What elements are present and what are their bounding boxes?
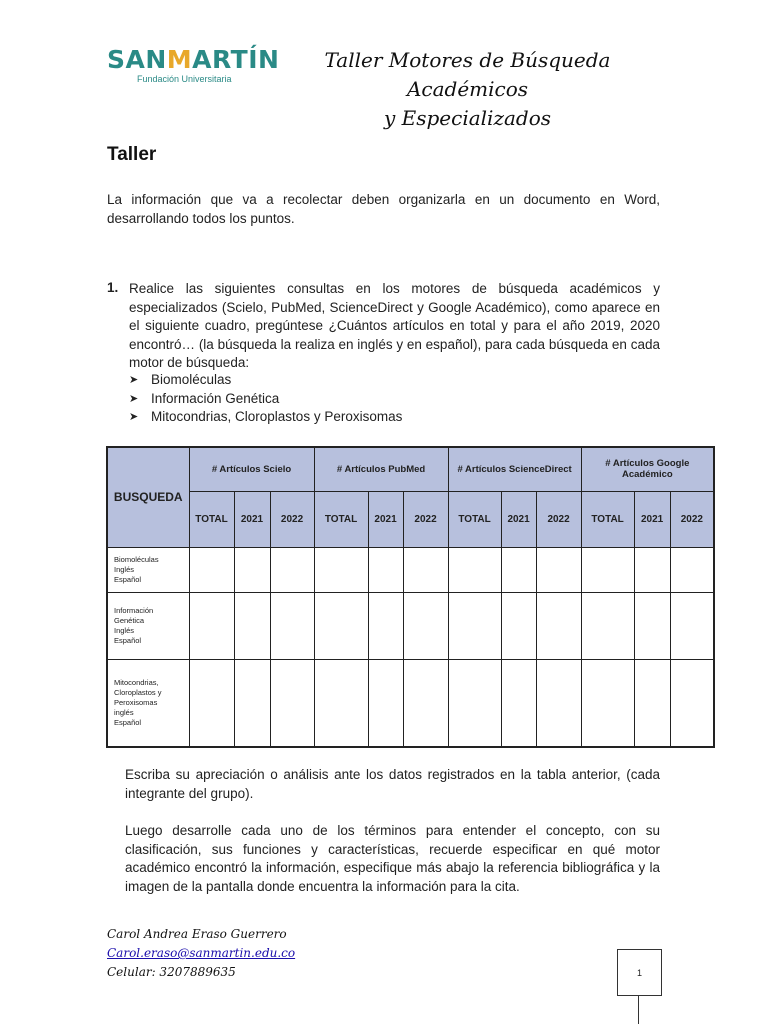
subcol-2022: 2022 <box>270 491 314 547</box>
subcol-2021: 2021 <box>234 491 270 547</box>
table-cell <box>368 547 403 592</box>
footer-contact <box>107 925 295 982</box>
table-cell <box>314 547 368 592</box>
table-cell <box>448 547 501 592</box>
group-header-pubmed: # Artículos PubMed <box>314 447 448 491</box>
table-cell <box>670 547 714 592</box>
table-cell <box>448 592 501 659</box>
analysis-paragraph: Escriba su apreciación o análisis ante los datos registrados en la tabla anterior, (cada integrante del grupo). <box>125 767 660 801</box>
table-cell <box>536 659 581 747</box>
subcol-2022: 2022 <box>536 491 581 547</box>
section-title: Taller <box>107 144 157 165</box>
group-header-google: # Artículos Google Académico <box>581 447 714 491</box>
subcol-2021: 2021 <box>634 491 670 547</box>
subcol-total: TOTAL <box>581 491 634 547</box>
table-row <box>107 659 714 747</box>
table-cell <box>234 659 270 747</box>
phone-number: Celular: 3207889635 <box>107 965 236 979</box>
terms-paragraph: Luego desarrolle cada uno de los términos para entender el concepto, con su clasificación, sus funciones y características, recuerde especificar en qué motor académico encontró la información, especifique más abajo la referencia bibliográfica y la imagen de la pantalla donde encuentra la información para la cita. <box>125 823 660 894</box>
table-cell <box>501 659 536 747</box>
group-header-sciencedirect: # Artículos ScienceDirect <box>448 447 581 491</box>
table-cell <box>670 592 714 659</box>
question-text: Realice las siguientes consultas en los motores de búsqueda académicos y especializados (Scielo, PubMed, ScienceDirect y Google Académico), como aparece en el siguiente cuadro, pregúntese ¿Cuántos artículos en total y para el año 2019, 2020 encontró… (la búsqueda la realiza en inglés y en español), para cada búsqueda en cada motor de búsqueda: <box>129 281 660 370</box>
question-number: 1. <box>107 280 119 295</box>
page-number-line <box>638 995 639 1024</box>
table-cell <box>501 547 536 592</box>
table-cell <box>581 592 634 659</box>
table-cell <box>234 547 270 592</box>
table-cell <box>634 592 670 659</box>
subcol-2022: 2022 <box>670 491 714 547</box>
list-item: ➤ Mitocondrias, Cloroplastos y Peroxisomas <box>129 408 402 427</box>
table-cell <box>403 592 448 659</box>
table-cell <box>501 592 536 659</box>
bullet-list <box>129 371 402 427</box>
table-cell <box>270 547 314 592</box>
arrow-bullet-icon: ➤ <box>129 411 139 423</box>
logo-wordmark: SANMARTÍN <box>107 45 280 74</box>
list-item: ➤ Biomoléculas <box>129 371 402 390</box>
table-cell <box>189 659 234 747</box>
list-item: ➤ Información Genética <box>129 390 402 409</box>
table-cell <box>581 547 634 592</box>
arrow-bullet-icon: ➤ <box>129 374 139 386</box>
table-cell <box>314 659 368 747</box>
table-row <box>107 592 714 659</box>
table-cell <box>189 547 234 592</box>
subcol-total: TOTAL <box>448 491 501 547</box>
search-results-table <box>106 446 715 748</box>
table-cell <box>403 547 448 592</box>
table-cell <box>670 659 714 747</box>
subcol-total: TOTAL <box>189 491 234 547</box>
row-label: Biomoléculas Inglés Español <box>107 547 189 592</box>
table-cell <box>403 659 448 747</box>
subcol-2022: 2022 <box>403 491 448 547</box>
table-cell <box>189 592 234 659</box>
table-cell <box>270 592 314 659</box>
table-cell <box>634 659 670 747</box>
subcol-total: TOTAL <box>314 491 368 547</box>
document-title: Taller Motores de Búsqueda Académicos y Especializados <box>324 48 611 130</box>
table-cell <box>234 592 270 659</box>
group-header-scielo: # Artículos Scielo <box>189 447 314 491</box>
page-number: 1 <box>617 949 662 996</box>
table-cell <box>634 547 670 592</box>
table-cell <box>368 592 403 659</box>
table-cell <box>270 659 314 747</box>
arrow-bullet-icon: ➤ <box>129 392 139 405</box>
intro-paragraph: La información que va a recolectar deben organizarla en un documento en Word, desarrollando todos los puntos. <box>107 192 660 226</box>
row-label: Mitocondrias, Cloroplastos y Peroxisomas inglés Español <box>107 659 189 747</box>
table-cell <box>536 547 581 592</box>
author-name: Carol Andrea Eraso Guerrero <box>107 927 287 941</box>
email-link[interactable]: Carol.eraso@sanmartin.edu.co <box>107 946 296 960</box>
table-cell <box>581 659 634 747</box>
subcol-2021: 2021 <box>368 491 403 547</box>
subcol-2021: 2021 <box>501 491 536 547</box>
table-cell <box>368 659 403 747</box>
table-cell <box>448 659 501 747</box>
logo <box>107 45 280 90</box>
busqueda-header: BUSQUEDA <box>107 447 189 547</box>
table-cell <box>314 592 368 659</box>
logo-subtitle: Fundación Universitaria <box>137 74 232 84</box>
row-label: Información Genética Inglés Español <box>107 592 189 659</box>
table-row <box>107 547 714 592</box>
table-cell <box>536 592 581 659</box>
